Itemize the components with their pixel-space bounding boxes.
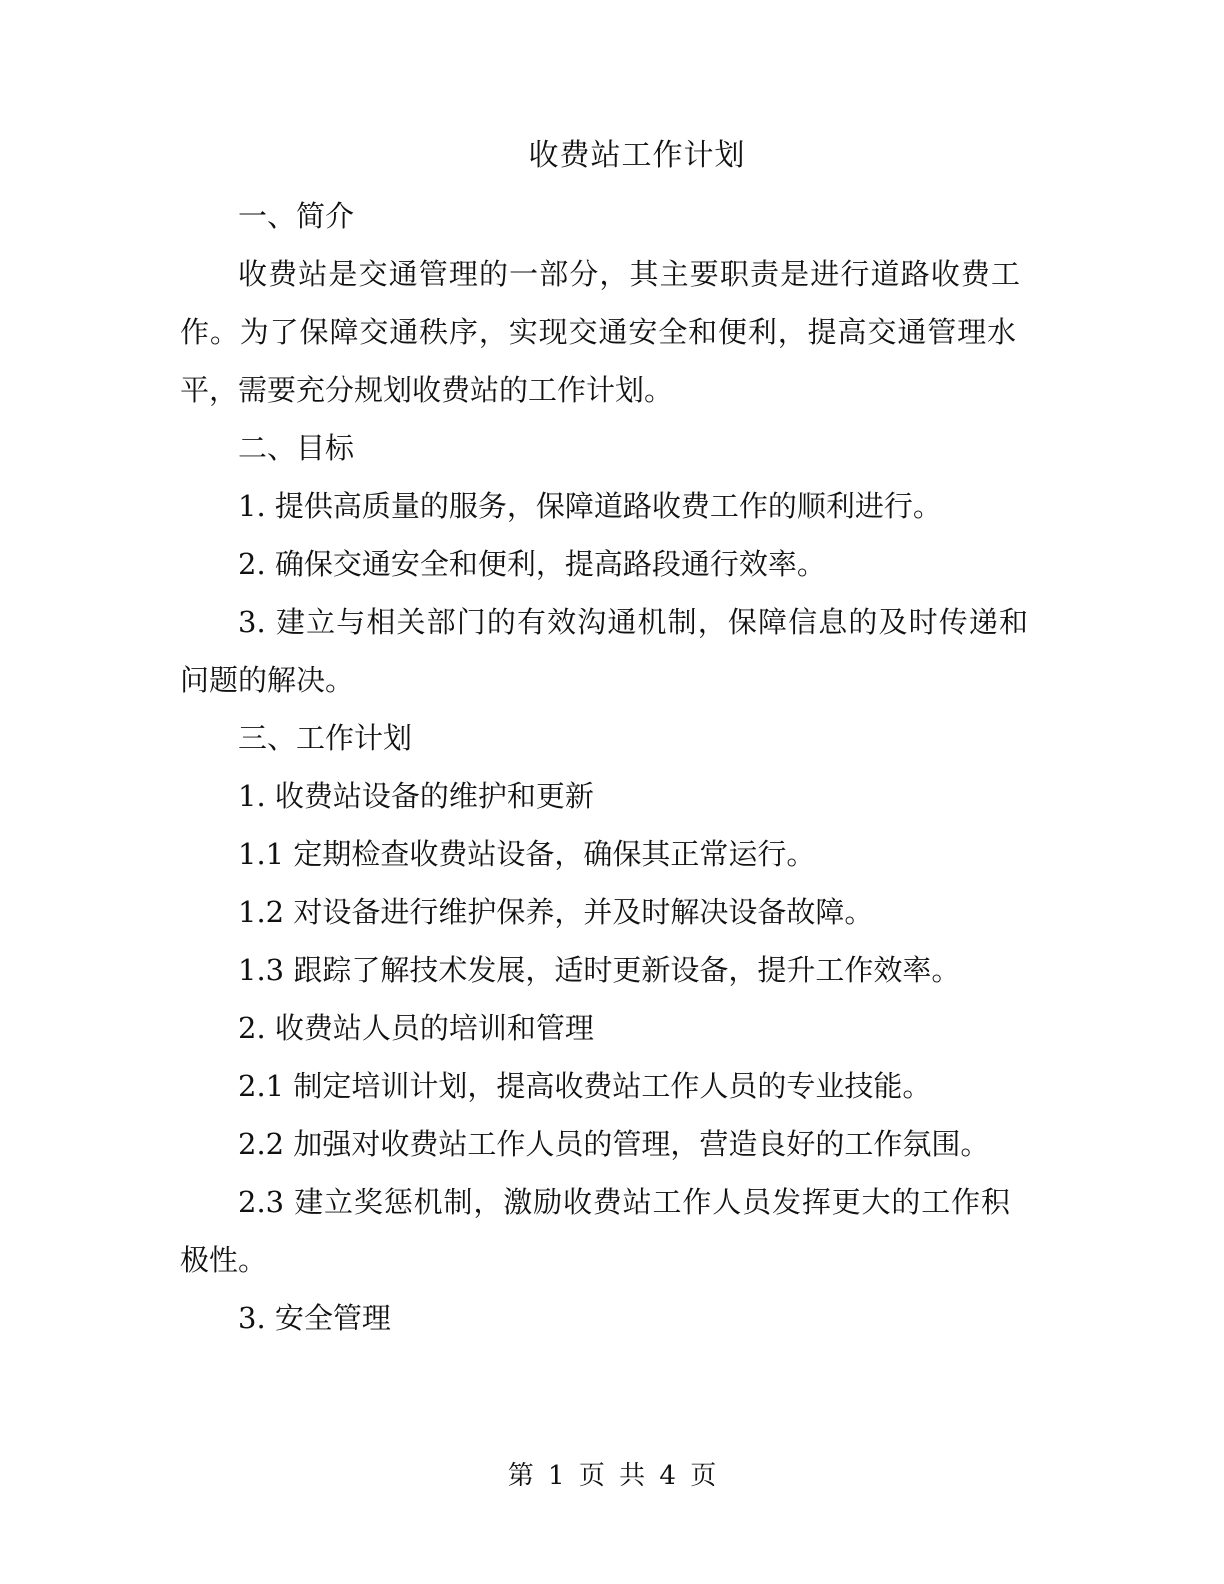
section-heading-intro: 一、简介	[238, 199, 355, 233]
goal-item-2: 2. 确保交通安全和便利，提高路段通行效率。	[238, 547, 826, 581]
plan-item-1-2: 1.2 对设备进行维护保养，并及时解决设备故障。	[238, 895, 874, 929]
section-heading-plan: 三、工作计划	[238, 721, 413, 755]
page-number-footer: 第 1 页 共 4 页	[507, 1461, 717, 1491]
intro-paragraph-line-2: 作。为了保障交通秩序，实现交通安全和便利，提高交通管理水	[180, 315, 1016, 349]
plan-item-2-1: 2.1 制定培训计划，提高收费站工作人员的专业技能。	[238, 1069, 932, 1103]
plan-item-2: 2. 收费站人员的培训和管理	[238, 1011, 594, 1045]
plan-item-2-3-line-1: 2.3 建立奖惩机制，激励收费站工作人员发挥更大的工作积	[238, 1185, 1010, 1219]
page-title: 收费站工作计划	[528, 138, 746, 173]
plan-item-2-2: 2.2 加强对收费站工作人员的管理，营造良好的工作氛围。	[238, 1127, 990, 1161]
plan-item-2-3-line-2: 极性。	[180, 1243, 268, 1277]
goal-item-3-line-1: 3. 建立与相关部门的有效沟通机制，保障信息的及时传递和	[238, 605, 1028, 639]
plan-item-1-3: 1.3 跟踪了解技术发展，适时更新设备，提升工作效率。	[238, 953, 961, 987]
intro-paragraph-line-3: 平，需要充分规划收费站的工作计划。	[180, 373, 674, 407]
goal-item-1: 1. 提供高质量的服务，保障道路收费工作的顺利进行。	[238, 489, 942, 523]
intro-paragraph-line-1: 收费站是交通管理的一部分，其主要职责是进行道路收费工	[238, 257, 1020, 291]
plan-item-1-1: 1.1 定期检查收费站设备，确保其正常运行。	[238, 837, 816, 871]
plan-item-3: 3. 安全管理	[238, 1301, 391, 1335]
goal-item-3-line-2: 问题的解决。	[180, 663, 355, 697]
plan-item-1: 1. 收费站设备的维护和更新	[238, 779, 594, 813]
section-heading-goals: 二、目标	[238, 431, 355, 465]
